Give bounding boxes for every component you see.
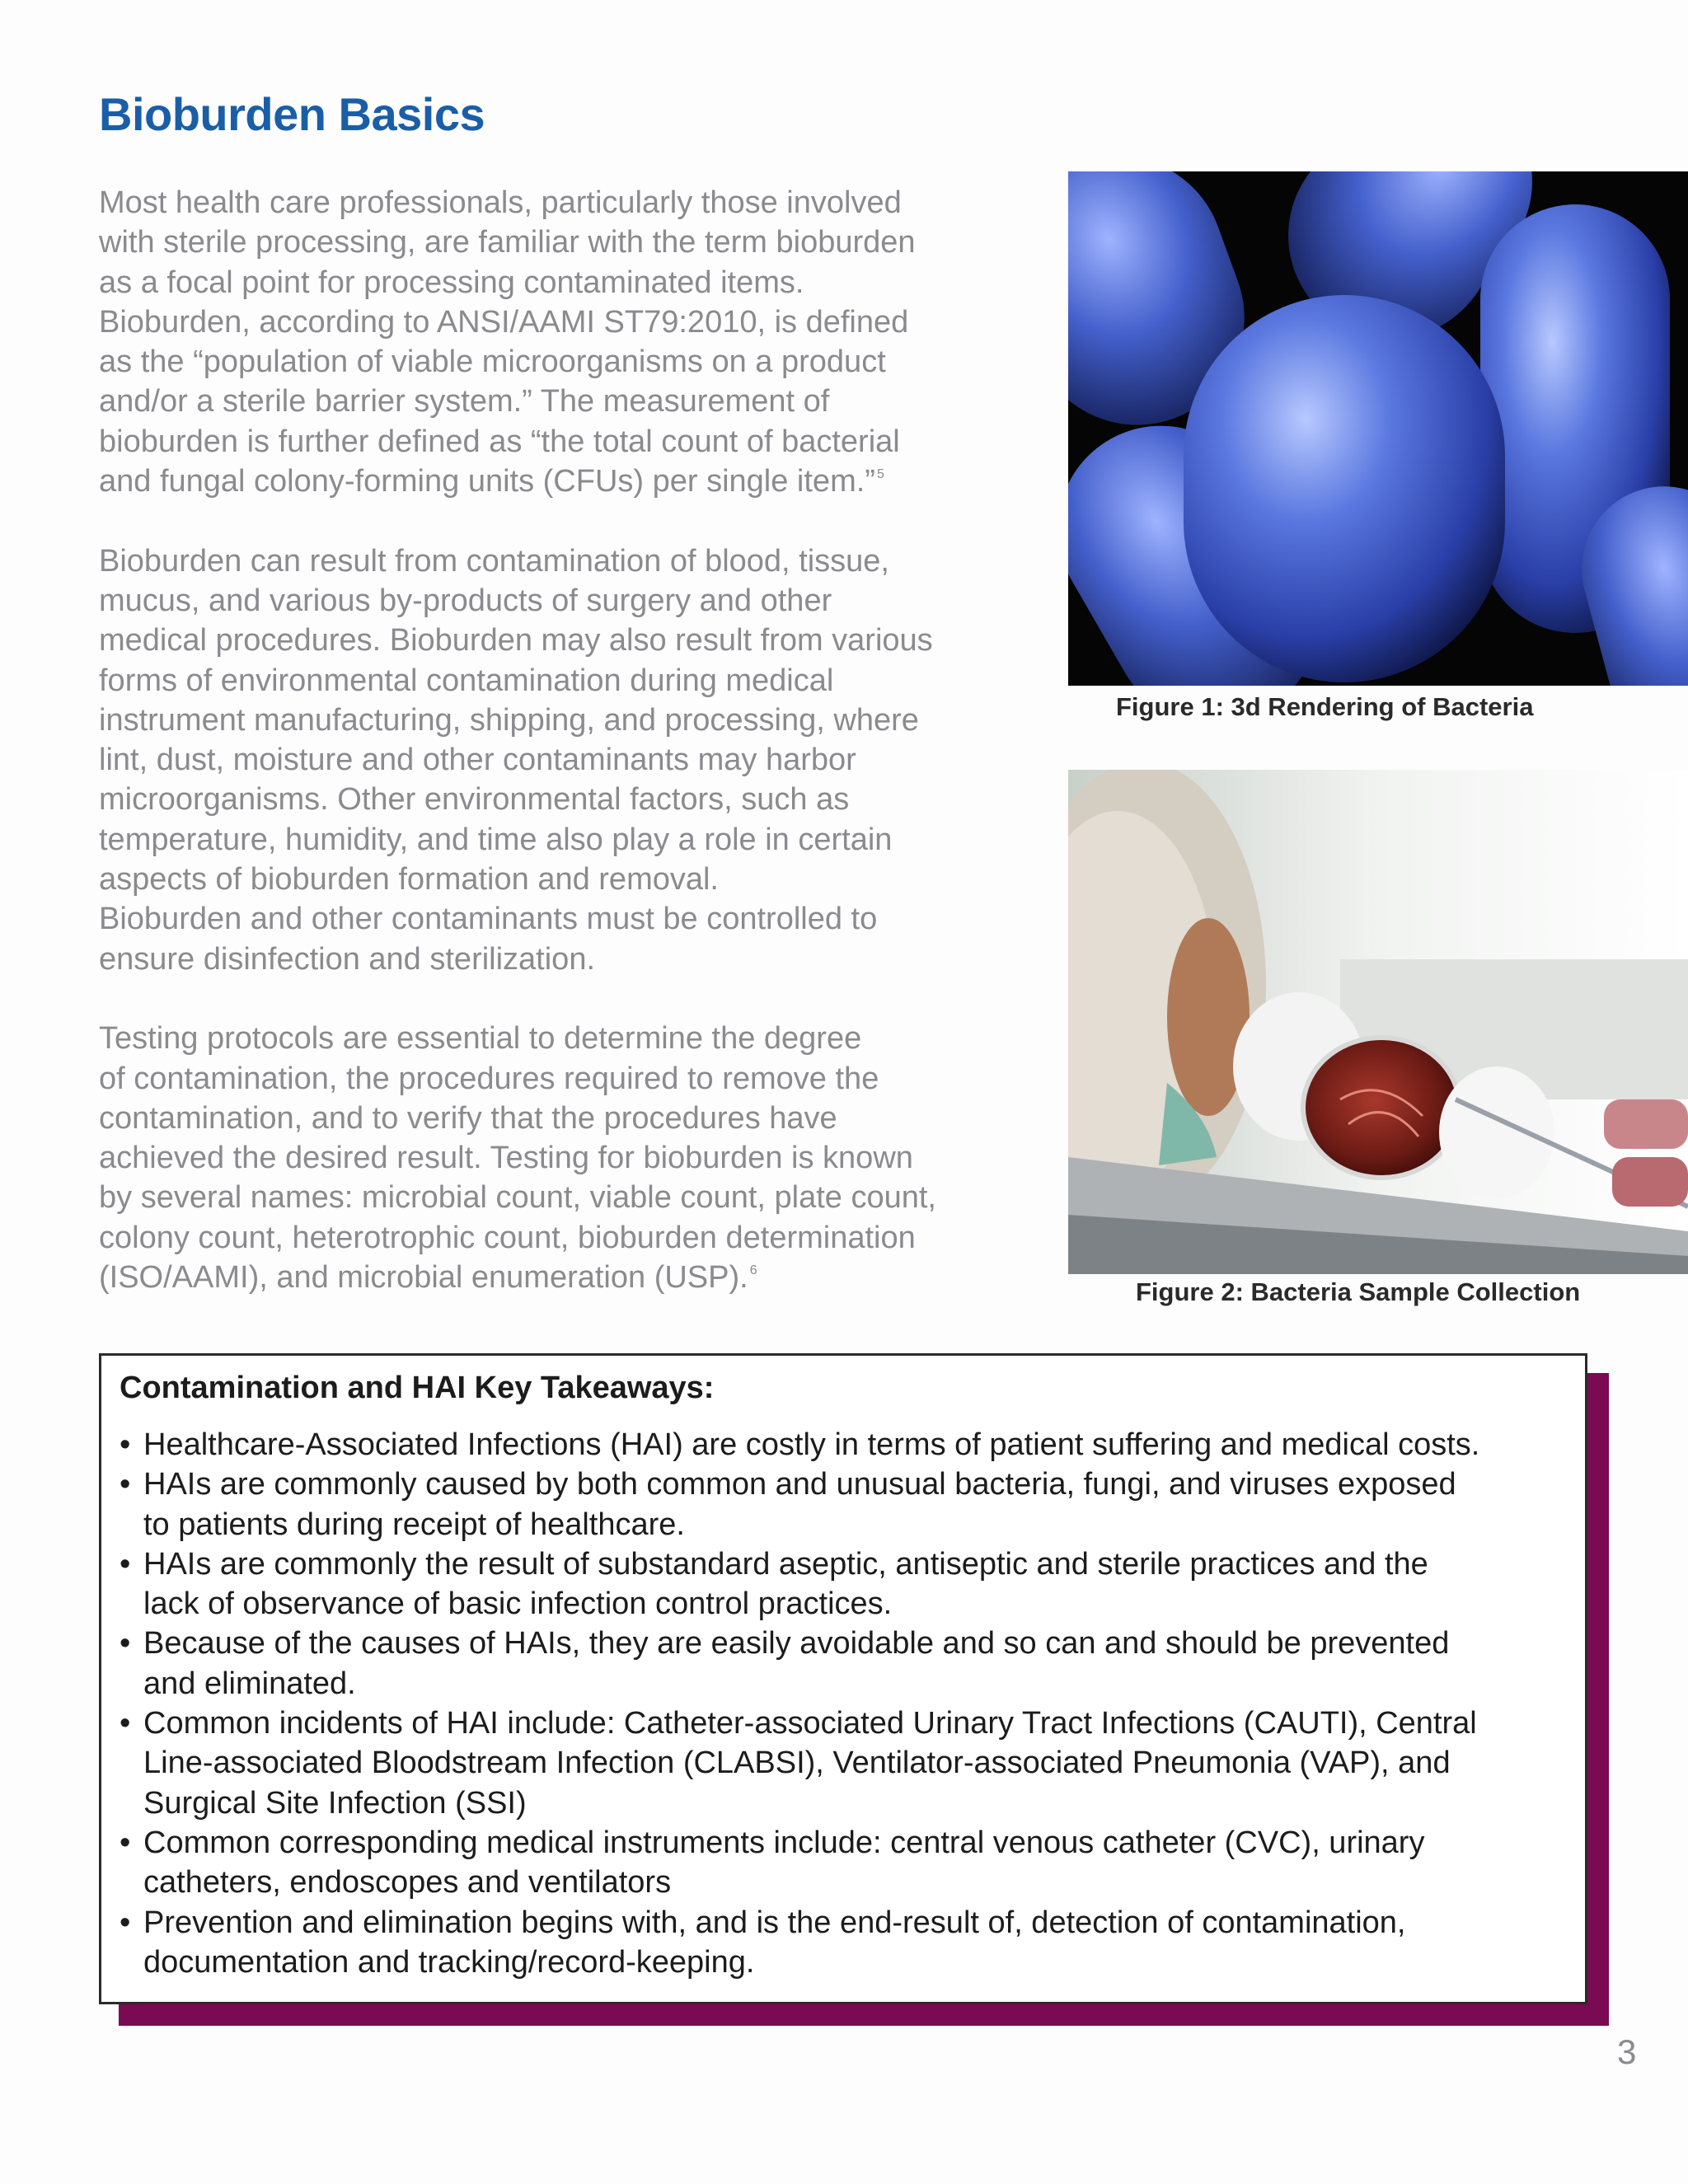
paragraph-testing-protocols bbox=[99, 1019, 1014, 1297]
bullet-icon: • bbox=[120, 1427, 131, 1462]
list-item bbox=[120, 1704, 1578, 1823]
list-item bbox=[120, 1624, 1578, 1704]
text-line: (ISO/AAMI), and microbial enumeration (USP). bbox=[99, 1260, 748, 1296]
text-line: bioburden is further defined as “the total count of bacterial bbox=[99, 424, 900, 459]
list-item bbox=[120, 1544, 1578, 1624]
list-item bbox=[120, 1823, 1578, 1903]
text-line: and/or a sterile barrier system.” The measurement of bbox=[99, 384, 830, 419]
figure-caption: Figure 2: Bacteria Sample Collection bbox=[1136, 1277, 1581, 1306]
text-line: as the “population of viable microorganisms on a product bbox=[99, 344, 886, 380]
footnote-marker: 6 bbox=[749, 1263, 757, 1278]
list-item-line: lack of observance of basic infection control practices. bbox=[143, 1586, 893, 1622]
footnote-marker: 5 bbox=[876, 467, 884, 482]
text-line: instrument manufacturing, shipping, and processing, where bbox=[99, 702, 919, 738]
list-item-line: to patients during receipt of healthcare. bbox=[143, 1507, 685, 1542]
text-line: medical procedures. Bioburden may also result from various bbox=[99, 623, 933, 658]
text-line: colony count, heterotrophic count, bioburden determination bbox=[99, 1220, 916, 1255]
text-line: lint, dust, moisture and other contaminants may harbor bbox=[99, 743, 856, 778]
text-line: mucus, and various by-products of surgery and other bbox=[99, 583, 832, 618]
text-line: achieved the desired result. Testing for bioburden is known bbox=[99, 1141, 913, 1176]
list-item-line: Surgical Site Infection (SSI) bbox=[143, 1785, 527, 1821]
takeaways-title: Contamination and HAI Key Takeaways: bbox=[120, 1371, 715, 1405]
bullet-icon: • bbox=[120, 1467, 131, 1502]
text-line: and fungal colony-forming units (CFUs) per single item.” bbox=[99, 464, 875, 499]
bacteria-illustration bbox=[1068, 171, 1688, 686]
text-line: forms of environmental contamination during medical bbox=[99, 663, 834, 698]
text-line: with sterile processing, are familiar with the term bioburden bbox=[99, 225, 916, 260]
list-item-line: Healthcare-Associated Infections (HAI) are costly in terms of patient suffering and medical costs. bbox=[143, 1427, 1480, 1462]
body-text bbox=[99, 183, 1014, 1338]
list-item-line: documentation and tracking/record-keeping. bbox=[143, 1944, 755, 1980]
list-item bbox=[120, 1425, 1578, 1465]
paragraph-bioburden-definition bbox=[99, 183, 1014, 501]
page-title: Bioburden Basics bbox=[99, 88, 485, 140]
text-line: ensure disinfection and sterilization. bbox=[99, 941, 596, 977]
text-line: temperature, humidity, and time also play a role in certain bbox=[99, 822, 893, 857]
text-line: Bioburden can result from contamination of blood, tissue, bbox=[99, 543, 889, 579]
text-line: of contamination, the procedures required to remove the bbox=[99, 1061, 879, 1096]
takeaways-box bbox=[99, 1353, 1587, 2004]
list-item-line: HAIs are commonly caused by both common and unusual bacteria, fungi, and viruses exposed bbox=[143, 1467, 1456, 1502]
text-line: as a focal point for processing contaminated items. bbox=[99, 265, 804, 300]
bullet-icon: • bbox=[120, 1706, 131, 1741]
paragraph-bioburden-sources bbox=[99, 541, 1014, 900]
text-line: Testing protocols are essential to determine the degree bbox=[99, 1021, 862, 1057]
bullet-icon: • bbox=[120, 1546, 131, 1582]
text-line: Most health care professionals, particularly those involved bbox=[99, 185, 902, 220]
text-line: aspects of bioburden formation and removal. bbox=[99, 862, 719, 898]
list-item-line: and eliminated. bbox=[143, 1666, 356, 1701]
bullet-icon: • bbox=[120, 1626, 131, 1661]
paragraph-bioburden-control bbox=[99, 899, 1014, 979]
list-item-line: Prevention and elimination begins with, and is the end-result of, detection of contamination, bbox=[143, 1905, 1406, 1940]
text-line: by several names: microbial count, viable count, plate count, bbox=[99, 1180, 936, 1216]
bullet-icon: • bbox=[120, 1825, 131, 1860]
takeaways-list bbox=[120, 1425, 1578, 1982]
text-line: microorganisms. Other environmental factors, such as bbox=[99, 782, 850, 818]
lab-illustration bbox=[1068, 770, 1688, 1274]
list-item-line: HAIs are commonly the result of substandard aseptic, antiseptic and sterile practices and the bbox=[143, 1546, 1428, 1582]
list-item bbox=[120, 1903, 1578, 1983]
page-number: 3 bbox=[1617, 2032, 1637, 2071]
text-line: contamination, and to verify that the procedures have bbox=[99, 1100, 837, 1136]
list-item-line: Line-associated Bloodstream Infection (CLABSI), Ventilator-associated Pneumonia (VAP), and bbox=[143, 1746, 1451, 1781]
list-item-line: catheters, endoscopes and ventilators bbox=[143, 1865, 672, 1900]
list-item-line: Common corresponding medical instruments include: central venous catheter (CVC), urinary bbox=[143, 1825, 1425, 1860]
bullet-icon: • bbox=[120, 1905, 131, 1940]
text-line: Bioburden, according to ANSI/AAMI ST79:2010, is defined bbox=[99, 304, 909, 340]
list-item-line: Because of the causes of HAIs, they are easily avoidable and so can and should be prevented bbox=[143, 1626, 1450, 1661]
text-line: Bioburden and other contaminants must be controlled to bbox=[99, 902, 878, 937]
figure-caption: Figure 1: 3d Rendering of Bacteria bbox=[1116, 692, 1534, 721]
list-item bbox=[120, 1465, 1578, 1544]
list-item-line: Common incidents of HAI include: Catheter-associated Urinary Tract Infections (CAUTI), Central bbox=[143, 1706, 1477, 1741]
figure-bacteria-rendering bbox=[1068, 171, 1688, 686]
figure-sample-collection bbox=[1068, 770, 1688, 1274]
